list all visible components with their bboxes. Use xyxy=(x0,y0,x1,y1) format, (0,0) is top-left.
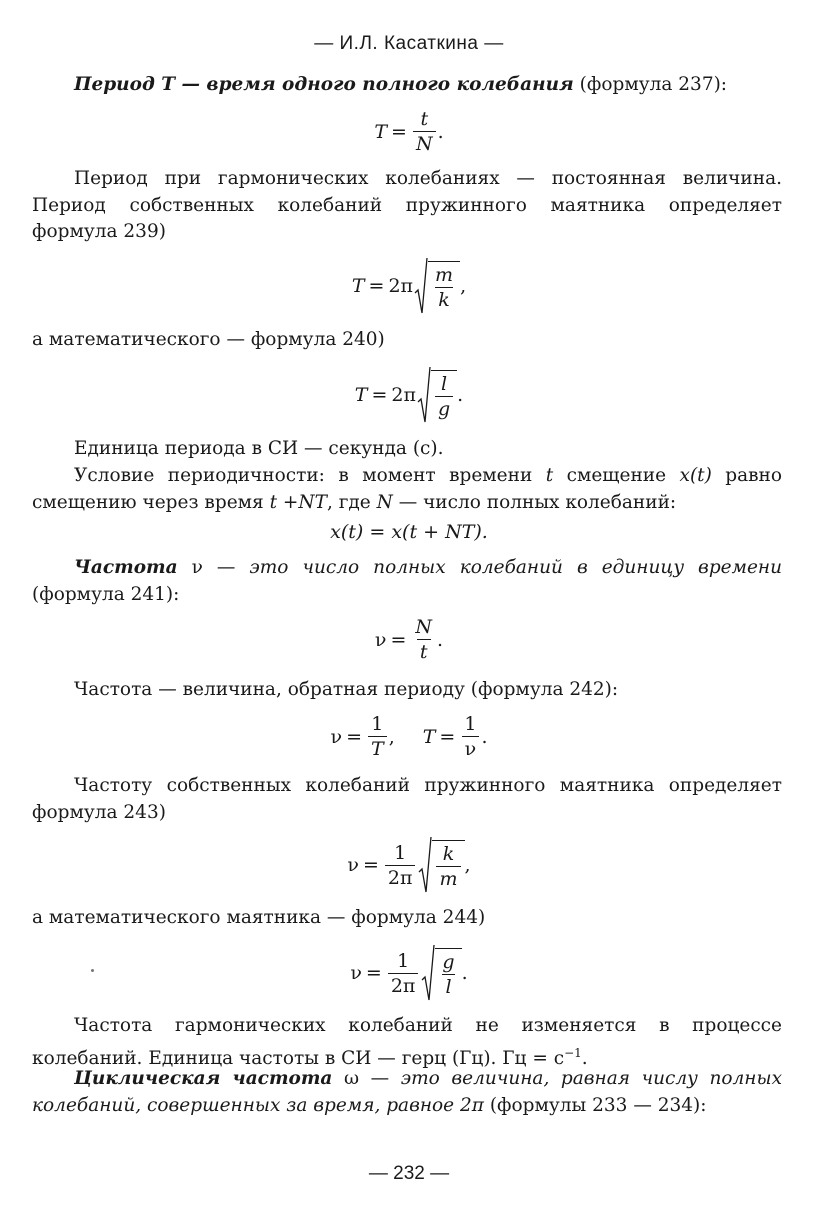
numerator: 1 xyxy=(464,713,477,735)
square-root xyxy=(421,944,461,1002)
radical-sign-icon xyxy=(414,257,428,315)
formula-punctuation: . xyxy=(437,120,444,143)
paragraph-periodicity-condition xyxy=(32,463,782,516)
formula-operator: = xyxy=(371,384,388,406)
formula-symbol: T xyxy=(351,275,365,297)
radical-sign-icon xyxy=(421,944,435,1002)
radical-sign-icon xyxy=(418,836,432,894)
formula-punctuation: , xyxy=(460,275,467,297)
formula-symbol: ν xyxy=(330,725,343,748)
formula-symbol: ν xyxy=(350,962,362,984)
paragraph-text: (формулы 233 — 234): xyxy=(483,1094,707,1116)
paragraph-period-definition xyxy=(32,72,782,99)
paragraph-text: (формула 241): xyxy=(32,583,180,605)
square-root xyxy=(418,836,464,894)
numerator: t xyxy=(420,108,429,130)
definition-text: это величина, равная числу полных колебаний, совершенных за время, равное 2π xyxy=(32,1068,782,1116)
denominator: 2π xyxy=(388,973,419,997)
formula-punctuation: . xyxy=(461,962,468,984)
paragraph-text: ν — xyxy=(177,557,250,578)
math-symbol: t xyxy=(545,465,554,486)
formula-operator: = xyxy=(368,275,385,297)
formula-expression: x(t) = x(t + NT). xyxy=(330,521,488,543)
denominator: 2π xyxy=(385,865,416,889)
paragraph-text: ω — xyxy=(332,1068,401,1089)
formula-coefficient: 2π xyxy=(391,384,416,406)
paragraph-mathematical: а математического — формула 240) xyxy=(32,329,385,350)
paragraph-text: — число полных колебаний: xyxy=(392,491,677,513)
paragraph-spring-frequency: Частоту собственных колебаний пружинного маятника определяет формула 243) xyxy=(32,775,782,823)
paragraph-frequency-constant xyxy=(32,1013,782,1072)
paragraph-math-pendulum-frequency: а математического маятника — формула 244) xyxy=(32,907,486,928)
superscript: −1 xyxy=(564,1045,582,1060)
denominator: ν xyxy=(462,736,480,760)
formula-237 xyxy=(0,108,818,155)
paragraph-text: Условие периодичности: в момент времени xyxy=(74,465,546,486)
formula-operator: = xyxy=(390,628,407,651)
numerator: 1 xyxy=(397,949,410,972)
math-symbol: x(t) xyxy=(679,465,712,486)
denominator: t xyxy=(417,639,431,663)
paragraph-cyclic-frequency xyxy=(32,1066,782,1119)
formula-periodicity xyxy=(0,521,818,543)
paragraph-text: (формула 237): xyxy=(573,74,728,95)
formula-symbol: ν xyxy=(347,854,359,876)
numerator: 1 xyxy=(371,713,384,735)
formula-symbol: T xyxy=(422,725,436,748)
definition-term: Частота xyxy=(74,557,178,578)
square-root xyxy=(417,366,457,424)
formula-punctuation: , xyxy=(464,854,471,876)
fraction xyxy=(439,951,457,998)
math-symbol: t +NT xyxy=(269,491,327,513)
fraction xyxy=(432,264,456,311)
formula-241 xyxy=(0,616,818,663)
numerator: m xyxy=(435,264,454,286)
page-number: — 232 — xyxy=(368,1163,450,1184)
paragraph-frequency-definition xyxy=(32,555,782,608)
definition-text: это число полных колебаний в единицу времени xyxy=(249,557,783,578)
formula-punctuation: . xyxy=(481,725,488,748)
paragraph-si-unit-period: Единица периода в СИ — секунда (с). xyxy=(74,438,444,459)
formula-240 xyxy=(0,366,818,424)
formula-punctuation: , xyxy=(388,725,395,748)
formula-coefficient: 2π xyxy=(388,275,414,297)
formula-symbol: T xyxy=(374,120,388,143)
formula-242 xyxy=(0,713,818,760)
formula-244 xyxy=(0,944,818,1002)
denominator: m xyxy=(436,866,460,890)
formula-punctuation: . xyxy=(437,628,444,651)
denominator: T xyxy=(368,736,387,760)
numerator: N xyxy=(415,616,433,638)
paragraph-text: Частота гармонических колебаний не изменяется в процессе колебаний. Единица частоты в СИ — герц (Гц). Гц = с xyxy=(32,1015,782,1069)
scan-speck xyxy=(91,969,94,972)
paragraph-text: , где xyxy=(326,491,377,513)
running-head: — И.Л. Касаткина — xyxy=(314,33,504,54)
math-symbol: N xyxy=(376,491,393,513)
formula-operator: = xyxy=(391,120,407,143)
fraction xyxy=(385,842,416,889)
denominator: N xyxy=(413,131,436,155)
formula-239 xyxy=(0,257,818,315)
formula-243 xyxy=(0,836,818,894)
definition-term: Период T — время одного полного колебания xyxy=(74,74,574,95)
numerator: g xyxy=(442,951,455,973)
denominator: g xyxy=(435,396,453,420)
definition-term: Циклическая частота xyxy=(74,1068,333,1089)
formula-operator: = xyxy=(365,962,382,984)
numerator: k xyxy=(442,843,455,865)
numerator: 1 xyxy=(394,841,407,864)
formula-punctuation: . xyxy=(457,384,464,406)
square-root xyxy=(414,257,460,315)
fraction xyxy=(461,713,479,760)
fraction xyxy=(368,713,387,760)
fraction xyxy=(436,843,460,890)
denominator: k xyxy=(435,287,453,311)
radicand xyxy=(431,370,457,420)
formula-symbol: ν xyxy=(374,628,387,651)
formula-operator: = xyxy=(362,854,379,876)
formula-operator: = xyxy=(346,725,362,748)
paragraph-text: . xyxy=(581,1047,588,1069)
paragraph-period-harmonic: Период при гармонических колебаниях — постоянная величина. Период собственных колебаний пружинного маятника определяет формула 239) xyxy=(32,168,782,242)
radicand xyxy=(435,948,461,998)
numerator: l xyxy=(441,373,448,395)
formula-symbol: T xyxy=(354,384,368,406)
paragraph-text: смещение xyxy=(553,465,680,486)
fraction xyxy=(412,616,435,663)
paragraph-frequency-inverse: Частота — величина, обратная периоду (формула 242): xyxy=(74,679,619,700)
fraction xyxy=(435,373,453,420)
paragraph-text: равно смещению через время xyxy=(32,465,783,513)
fraction xyxy=(388,950,419,997)
radicand xyxy=(428,261,460,311)
denominator: l xyxy=(442,974,454,998)
radical-sign-icon xyxy=(417,366,431,424)
formula-operator: = xyxy=(439,725,456,748)
radicand xyxy=(432,840,464,890)
fraction xyxy=(413,108,436,155)
